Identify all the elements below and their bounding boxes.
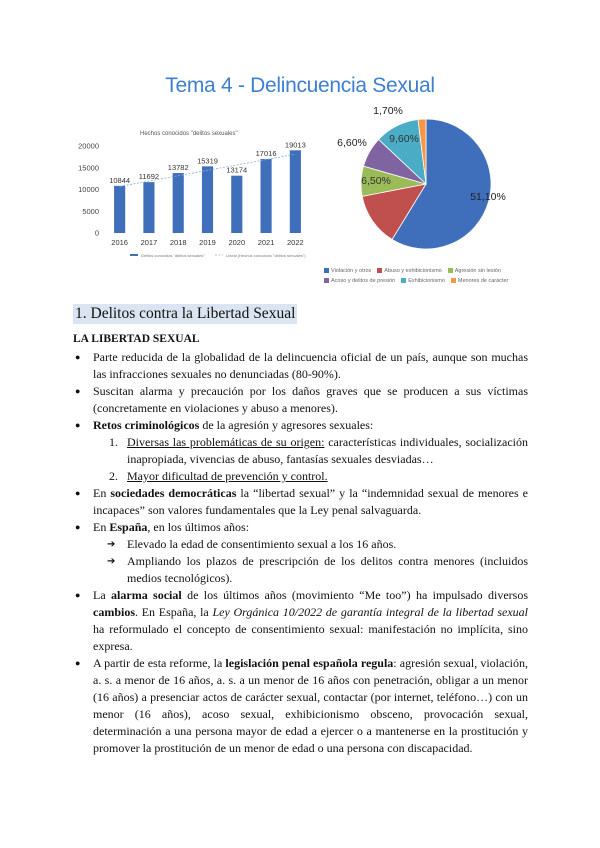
legend-item (324, 266, 371, 276)
data-label: 11692 (138, 172, 160, 182)
legend-label: Acoso y delitos de presión (331, 278, 396, 284)
bar (202, 166, 213, 233)
legend-label: Exhibicionismo (408, 278, 445, 284)
x-tick-label: 2018 (169, 238, 187, 247)
x-tick-label: 2022 (287, 238, 304, 247)
list-item: ● En sociedades democráticas la “libertad sexual” y la “indemnidad sexual de menores e incapaces” son valores fundamentales que la Ley penal salvaguarda. (73, 485, 528, 519)
document-body (73, 331, 528, 757)
legend-swatch (451, 278, 456, 283)
legend-label: Lineal (Hechos conocidos "delitos sexuales") (226, 253, 306, 258)
bar (114, 186, 125, 233)
legend-swatch (130, 254, 138, 256)
slice-label: 9,60% (389, 133, 419, 145)
bar (261, 159, 272, 233)
legend-label: Delitos conocidos "delitos sexuales" (141, 253, 205, 258)
arrow-item: ➔ Elevado la edad de consentimiento sexual a los 16 años. (103, 536, 528, 553)
bar (290, 150, 301, 233)
legend-label: Menores de carácter (457, 278, 509, 284)
legend-item (324, 276, 395, 286)
list-item: ● Parte reducida de la globalidad de la delincuencia oficial de un país, aunque son muchas las infracciones sexuales no denunciadas (80-90%). (73, 349, 528, 383)
bar (231, 176, 242, 233)
legend-label: Agresión sin lesión (454, 268, 501, 274)
page-title: Tema 4 - Delincuencia Sexual (165, 74, 435, 97)
y-tick-label: 10000 (78, 185, 99, 194)
pie-legend (324, 266, 564, 286)
legend-item (377, 266, 441, 276)
legend-item (451, 276, 508, 286)
legend-swatch (448, 268, 453, 273)
slice-label: 11,50% (370, 198, 406, 210)
data-label: 15319 (197, 156, 218, 166)
legend-label: Violación y otros (331, 268, 372, 274)
subheading: LA LIBERTAD SEXUAL (73, 333, 200, 345)
bar-chart-title: Hechos conocidos "delitos sexuales" (140, 131, 238, 137)
pie-chart (318, 104, 518, 264)
legend-item (401, 276, 445, 286)
y-tick-label: 0 (94, 228, 99, 238)
data-label: 17016 (255, 148, 277, 158)
bar (143, 182, 154, 233)
numbered-item: 2. Mayor dificultad de prevención y control. (109, 469, 328, 483)
slice-label: 6,60% (337, 137, 367, 149)
bar (173, 173, 184, 233)
data-label: 13782 (167, 163, 189, 173)
slice-label: 51,10% (470, 191, 506, 203)
arrow-item: ➔ Ampliando los plazos de prescripción de los delitos contra menores (incluidos medios tecnológicos). (103, 553, 528, 587)
legend-swatch (401, 278, 406, 283)
y-tick-label: 20000 (78, 141, 99, 151)
list-item: ● En España, en los últimos años: ➔ Elevado la edad de consentimiento sexual a los 16 años. ➔ Ampliando los plazos de prescripción de los delitos contra menores (incluidos medios tecnológicos). (73, 519, 528, 587)
x-tick-label: 2021 (257, 238, 275, 247)
bar-chart (70, 128, 320, 268)
legend-item (448, 266, 501, 276)
x-tick-label: 2020 (228, 238, 246, 247)
x-tick-label: 2016 (111, 238, 128, 247)
data-label: 19013 (284, 140, 306, 150)
legend-swatch (324, 278, 329, 283)
list-item: ● La alarma social de los últimos años (movimiento “Me too”) ha impulsado diversos cambios. En España, la Ley Orgánica 10/2022 de garantía integral de la libertad sexual ha reformulado el concepto de consentimiento sexual: manifestación no implícita, sino expresa. (73, 587, 528, 655)
slice-label: 1,70% (373, 105, 403, 117)
slice-label: 6,50% (361, 175, 391, 187)
section-heading: 1. Delitos contra la Libertad Sexual (75, 305, 296, 322)
list-item: ● A partir de esta reforme, la legislación penal española regula: agresión sexual, violación, a. s. a menor de 16 años, a. s. a un menor de 16 años con penetración, obligar a un menor (16 años) a presenciar actos de carácter sexual, contactar (por internet, teléfono…) con un menor (16 años), acoso sexual, exhibicionismo obsceno, provocación sexual, determinación a una persona mayor de edad a ejercer o a mantenerse en la prostitución y promover la prostitución de un menor de edad o una persona con discapacidad. (73, 655, 528, 757)
x-tick-label: 2019 (199, 238, 216, 247)
numbered-item: 1. Diversas las problemáticas de su origen: características individuales, socialización inapropiada, vivencias de abuso, fantasías sexuales desviadas… (109, 435, 528, 466)
list-item: ● Suscitan alarma y precaución por los daños graves que se producen a sus víctimas (concretamente en violaciones y abuso a menores). (73, 383, 528, 417)
data-label: 13174 (226, 165, 248, 175)
legend-swatch (377, 268, 382, 273)
list-item: ● Retos criminológicos de la agresión y agresores sexuales: 1. Diversas las problemáticas de su origen: características individuales, socialización inapropiada, vivencias de abuso, fantasías sexuales desviadas… 2. Mayor dificultad de prevención y control. (73, 417, 528, 485)
legend-label: Abuso y exhibicionismo (384, 268, 442, 274)
data-label: 10844 (109, 175, 131, 185)
legend-swatch (324, 268, 329, 273)
y-tick-label: 5000 (82, 206, 99, 216)
x-tick-label: 2017 (140, 238, 158, 247)
y-tick-label: 15000 (78, 163, 99, 173)
